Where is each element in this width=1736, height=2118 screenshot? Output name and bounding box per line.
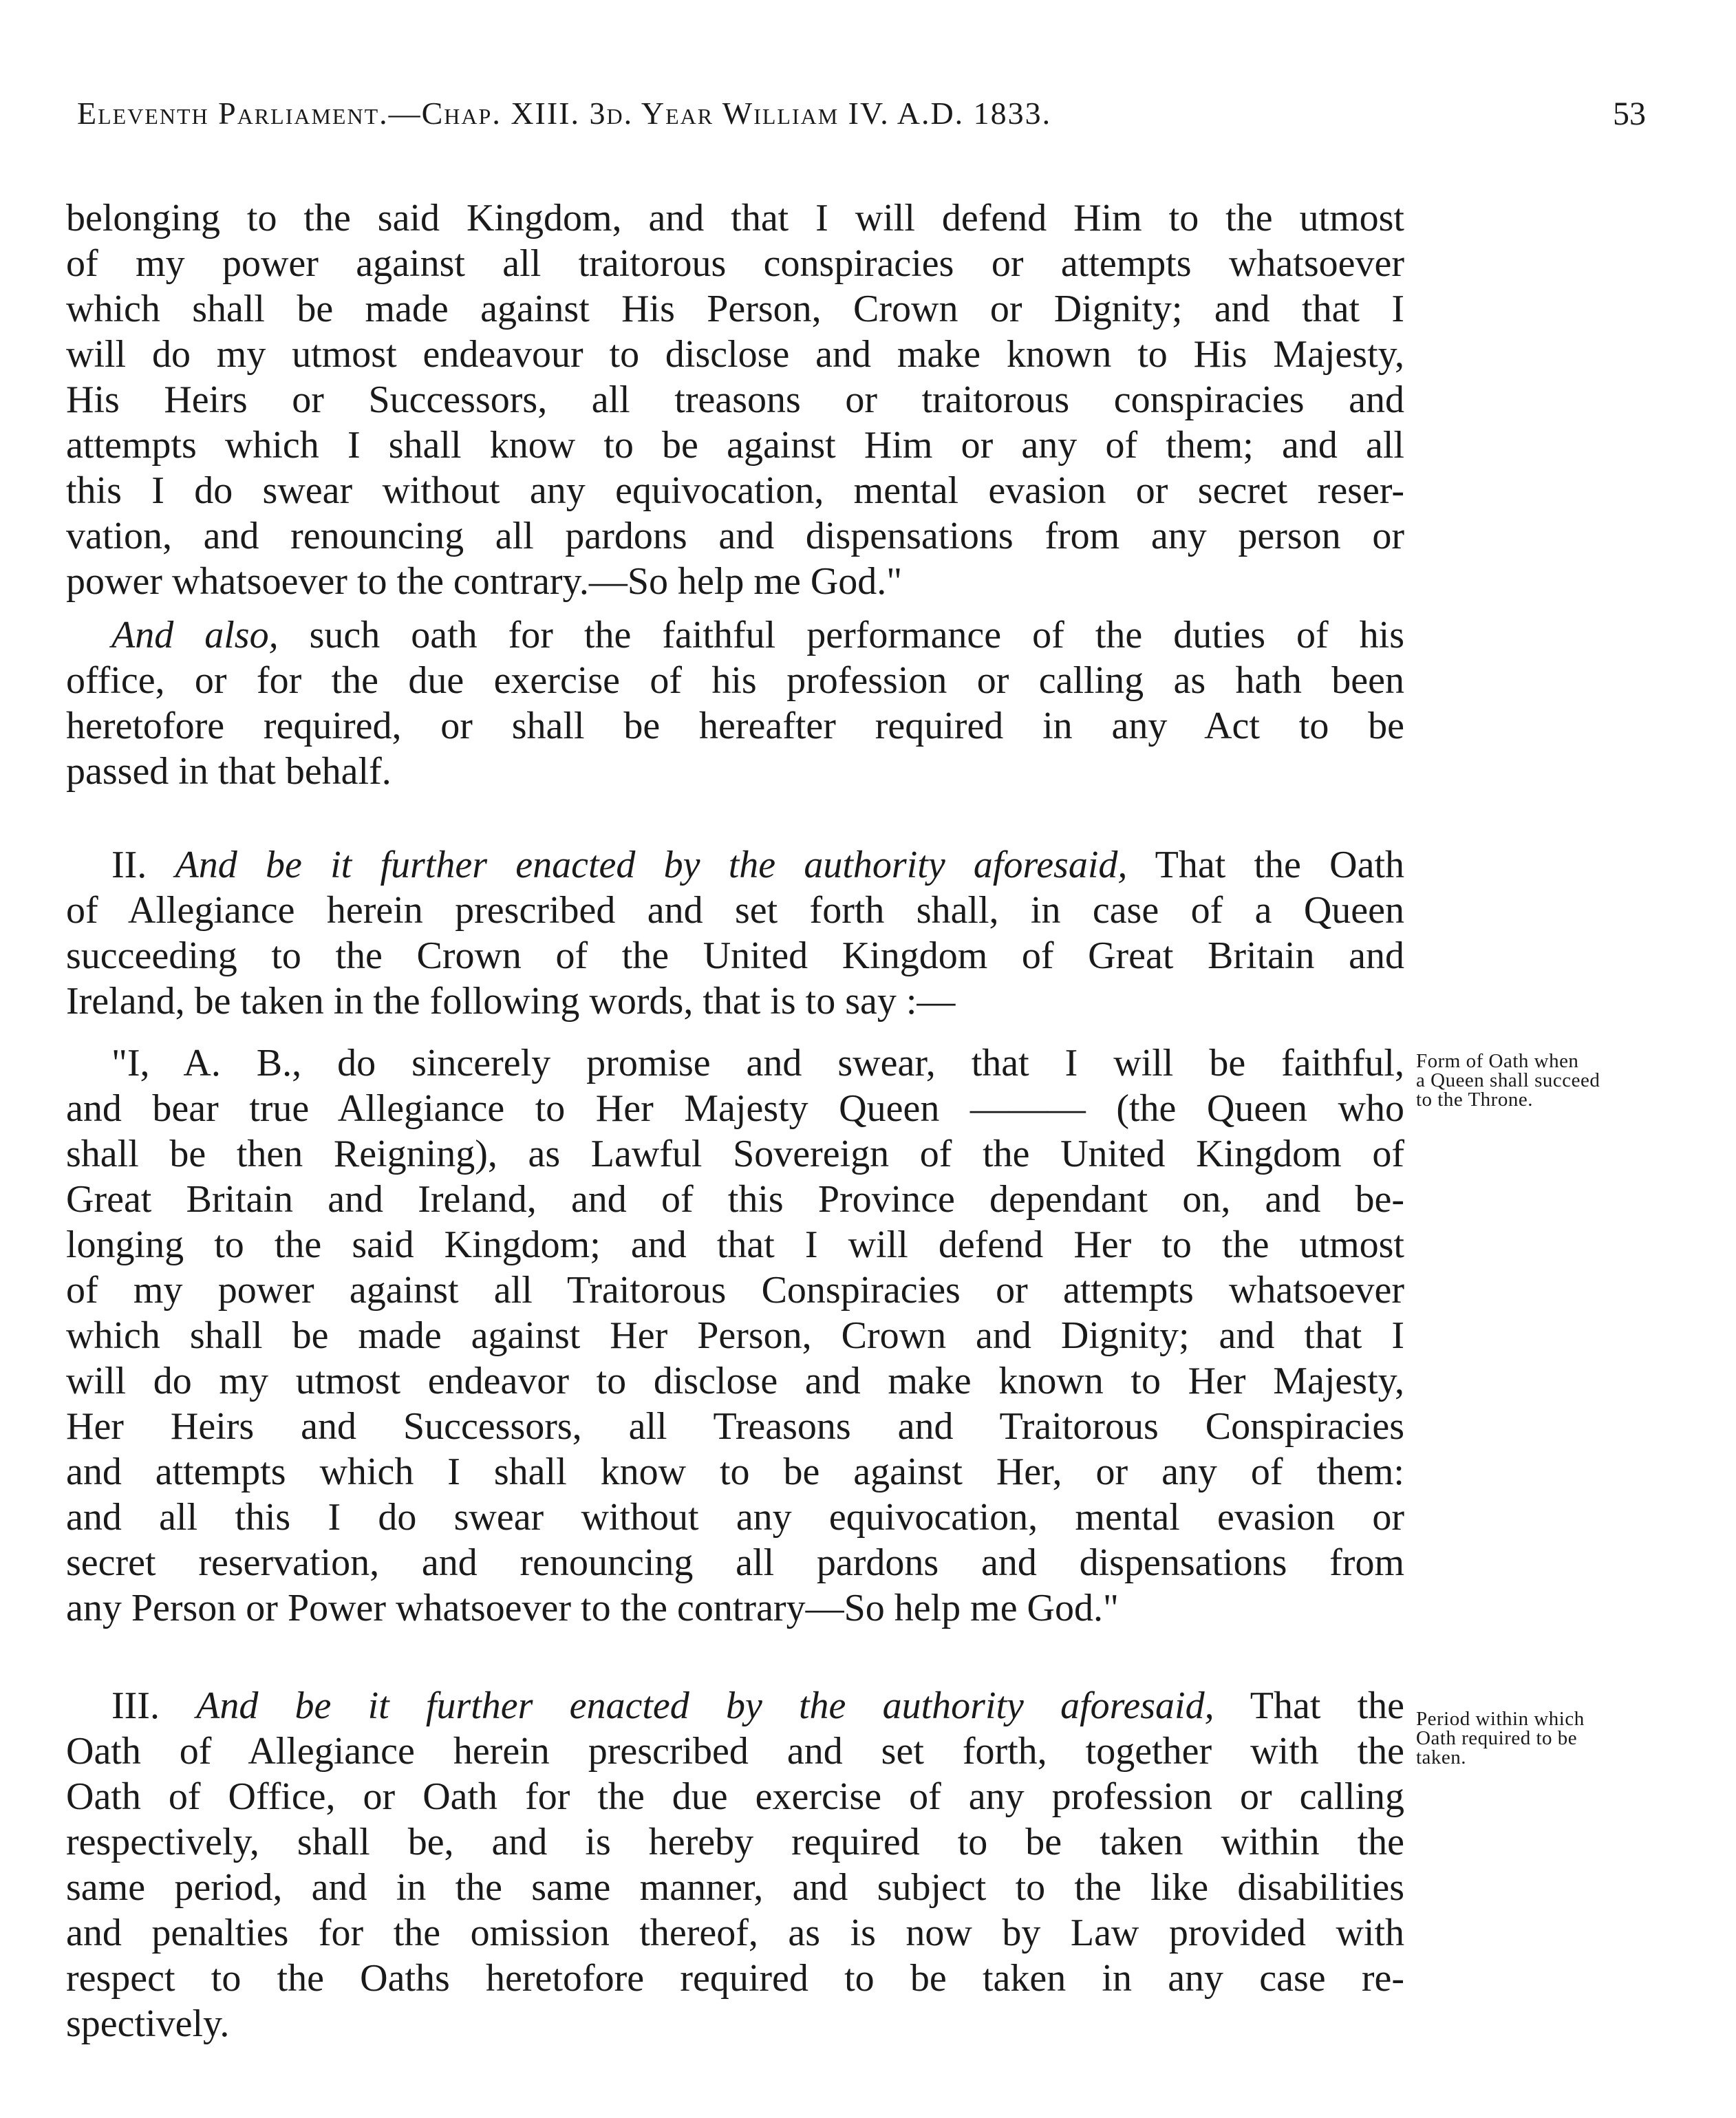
margin-note-line: Oath required to be xyxy=(1416,1727,1578,1749)
also-first-rest: such oath for the faithful performance of the duties of his xyxy=(278,614,1405,656)
section-3-first-rest: That the xyxy=(1250,1684,1404,1727)
also-lead: And also, xyxy=(111,614,279,656)
text-line xyxy=(111,612,1404,658)
text-line: Oath of Office, or Oath for the due exercise of any profession or calling xyxy=(66,1775,1404,1818)
text-line: shall be then Reigning), as Lawful Sovereign of the United Kingdom of xyxy=(66,1133,1404,1175)
text-line: and penalties for the omission thereof, as is now by Law provided with xyxy=(66,1912,1404,1954)
text-line: His Heirs or Successors, all treasons or traitorous conspiracies and xyxy=(66,378,1404,421)
text-line: Ireland, be taken in the following words, that is to say :— xyxy=(66,980,956,1023)
text-line: which shall be made against His Person, Crown or Dignity; and that I xyxy=(66,288,1404,330)
text-line: respectively, shall be, and is hereby required to be taken within the xyxy=(66,1821,1404,1863)
margin-note-line: to the Throne. xyxy=(1416,1089,1533,1111)
text-line: and attempts which I shall know to be against Her, or any of them: xyxy=(66,1451,1404,1493)
text-line: and bear true Allegiance to Her Majesty Queen ——— (the Queen who xyxy=(66,1087,1404,1130)
section-2-enacting-clause: And be it further enacted by the authority aforesaid, xyxy=(175,844,1128,886)
page-number: 53 xyxy=(1613,96,1646,132)
running-head: Eleventh Parliament.—Chap. XIII. 3d. Year William IV. A.D. 1833. xyxy=(77,96,1052,131)
section-2-first-line xyxy=(111,842,1404,888)
margin-note-line: taken. xyxy=(1416,1746,1467,1768)
margin-note-queen-oath xyxy=(1416,1051,1691,1109)
text-line: of my power against all Traitorous Conspiracies or attempts whatsoever xyxy=(66,1269,1404,1312)
text-line: succeeding to the Crown of the United Kingdom of Great Britain and xyxy=(66,934,1404,977)
text-line: spectively. xyxy=(66,2002,230,2045)
text-line: power whatsoever to the contrary.—So help me God." xyxy=(66,560,903,603)
text-line: secret reservation, and renouncing all pardons and dispensations from xyxy=(66,1541,1404,1584)
section-2-numeral: II. xyxy=(111,844,147,886)
margin-note-line: a Queen shall succeed xyxy=(1416,1069,1600,1091)
section-2-first-rest: That the Oath xyxy=(1155,844,1405,886)
margin-note-line: Period within which xyxy=(1416,1708,1585,1730)
text-line: same period, and in the same manner, and subject to the like disabilities xyxy=(66,1866,1404,1909)
text-line: heretofore required, or shall be hereafter required in any Act to be xyxy=(66,705,1404,747)
page-header xyxy=(77,95,1646,150)
text-line: this I do swear without any equivocation, mental evasion or secret reser- xyxy=(66,469,1404,512)
text-line: which shall be made against Her Person, Crown and Dignity; and that I xyxy=(66,1314,1404,1357)
text-line: "I, A. B., do sincerely promise and swear, that I will be faithful, xyxy=(111,1042,1404,1084)
text-line: of Allegiance herein prescribed and set forth shall, in case of a Queen xyxy=(66,889,1404,932)
text-line: Great Britain and Ireland, and of this Province dependant on, and be- xyxy=(66,1178,1404,1221)
text-line: respect to the Oaths heretofore required to be taken in any case re- xyxy=(66,1957,1404,2000)
section-3-enacting-clause: And be it further enacted by the authority aforesaid, xyxy=(196,1684,1214,1727)
text-line: will do my utmost endeavor to disclose and make known to Her Majesty, xyxy=(66,1360,1404,1402)
text-line: Her Heirs and Successors, all Treasons and Traitorous Conspiracies xyxy=(66,1405,1404,1448)
margin-note-line: Form of Oath when xyxy=(1416,1050,1579,1072)
margin-note-period xyxy=(1416,1709,1691,1767)
text-line: any Person or Power whatsoever to the contrary—So help me God." xyxy=(66,1587,1119,1629)
section-3-first-line xyxy=(111,1683,1404,1729)
text-line: office, or for the due exercise of his profession or calling as hath been xyxy=(66,659,1404,702)
text-line: of my power against all traitorous conspiracies or attempts whatsoever xyxy=(66,242,1404,285)
text-line: passed in that behalf. xyxy=(66,750,392,793)
text-line: Oath of Allegiance herein prescribed and set forth, together with the xyxy=(66,1730,1404,1773)
text-line: attempts which I shall know to be against Him or any of them; and all xyxy=(66,424,1404,467)
text-line: belonging to the said Kingdom, and that I will defend Him to the utmost xyxy=(66,197,1404,239)
text-line: will do my utmost endeavour to disclose and make known to His Majesty, xyxy=(66,333,1404,376)
text-line: vation, and renouncing all pardons and dispensations from any person or xyxy=(66,515,1404,557)
text-line: longing to the said Kingdom; and that I will defend Her to the utmost xyxy=(66,1223,1404,1266)
text-line: and all this I do swear without any equivocation, mental evasion or xyxy=(66,1496,1404,1539)
section-3-numeral: III. xyxy=(111,1684,160,1727)
